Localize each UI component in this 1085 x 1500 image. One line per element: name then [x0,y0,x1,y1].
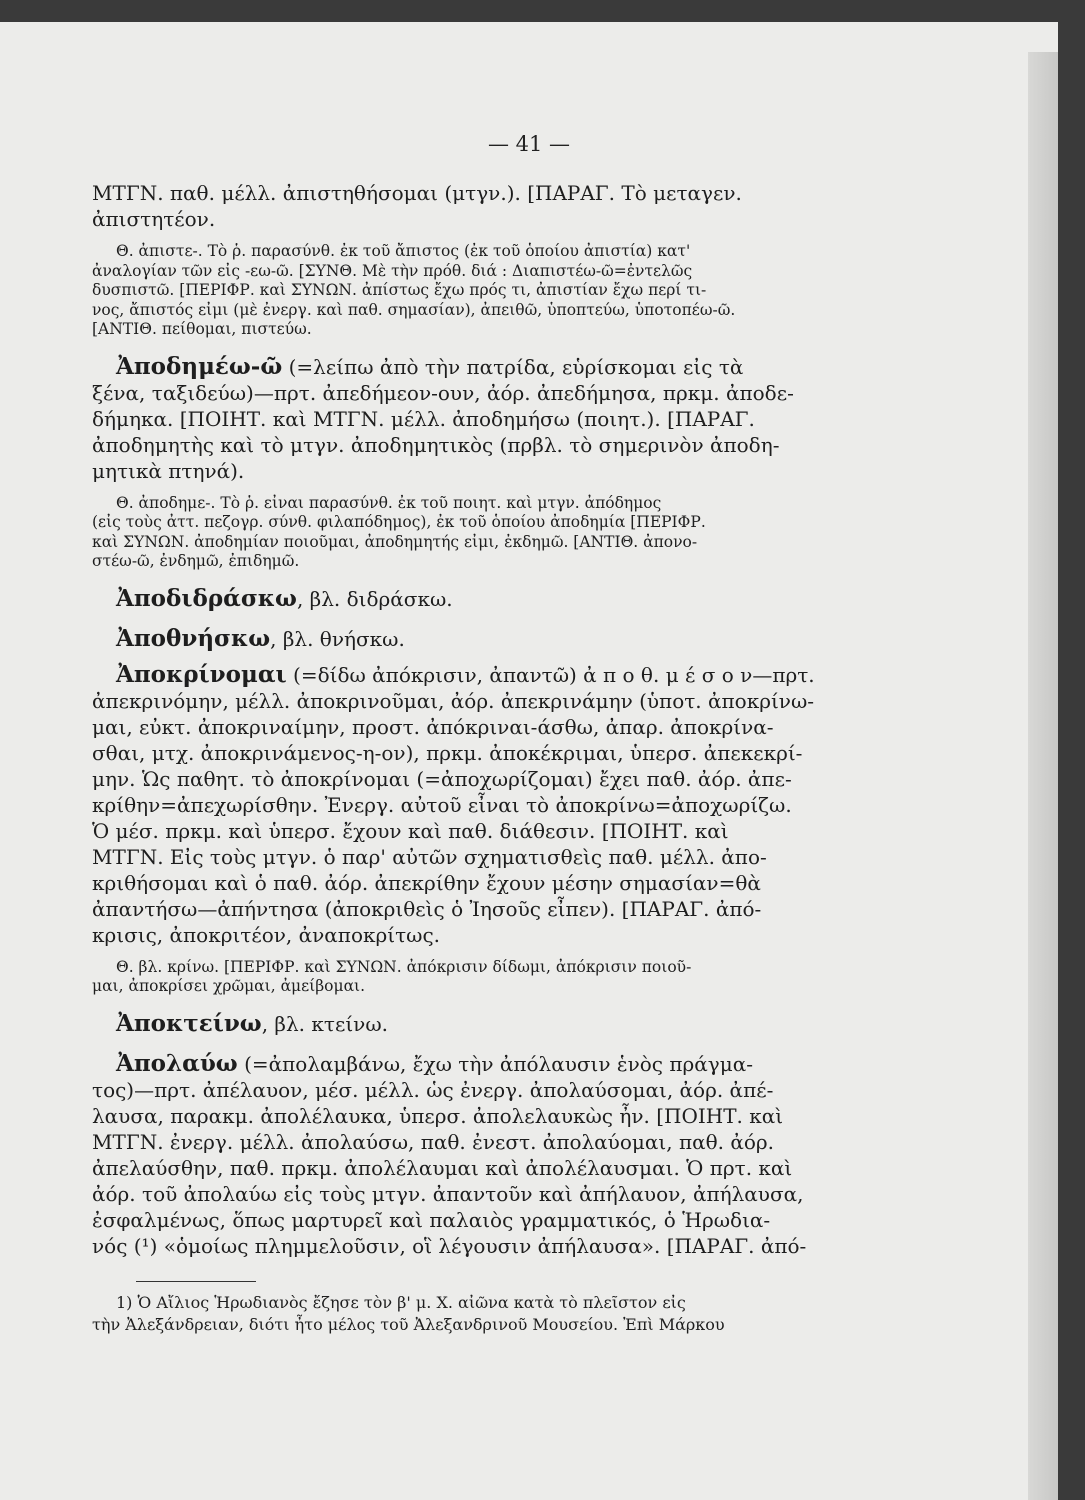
text-line: δήμηκα. [ΠΟΙΗΤ. καὶ ΜΤΓΝ. μέλλ. ἀποδημήσω (ποιητ.). [ΠΑΡΑΓ. [92,406,755,431]
text-line: λαυσα, παρακμ. ἀπολέλαυκα, ὑπερσ. ἀπολελαυκὼς ἦν. [ΠΟΙΗΤ. καὶ [92,1103,784,1128]
text-line: ΜΤΓΝ. παθ. μέλλ. ἀπιστηθήσομαι (μτγν.). [ΠΑΡΑΓ. Τὸ μεταγεν. [92,181,742,205]
entry-apothnisko: Ἀποθνήσκω, βλ. θνήσκω. [116,625,405,652]
text-line: μητικὰ πτηνά). [92,458,245,483]
text-line: ἀόρ. τοῦ ἀπολαύω εἰς τοὺς μτγν. ἀπαντοῦν καὶ ἀπήλαυον, ἀπήλαυσα, [92,1181,804,1206]
note-line: στέω-ῶ, ἐνδημῶ, ἐπιδημῶ. [92,552,300,570]
note-line: (εἰς τοὺς ἀττ. πεζογρ. σύνθ. φιλαπόδημος), ἐκ τοῦ ὁποίου ἀποδημία [ΠΕΡΙΦΡ. [92,513,706,531]
note-line: Θ. βλ. κρίνω. [ΠΕΡΙΦΡ. καὶ ΣΥΝΩΝ. ἀπόκρισιν δίδωμι, ἀπόκρισιν ποιοῦ- [116,957,692,976]
text-line: τος)—πρτ. ἀπέλαυον, μέσ. μέλλ. ὡς ἐνεργ. ἀπολαύσομαι, ἀόρ. ἀπέ- [92,1077,774,1102]
text-line: μαι, εὐκτ. ἀποκριναίμην, προστ. ἀπόκριναι-άσθω, ἀπαρ. ἀποκρίνα- [92,714,774,739]
book-page [0,22,1058,1500]
text-line: κριθήσομαι καὶ ὁ παθ. ἀόρ. ἀπεκρίθην ἔχουν μέσην σημασίαν=θὰ [92,870,761,895]
entry-headword: Ἀποδιδράσκω [116,585,297,612]
footnote-line: τὴν Ἀλεξάνδρειαν, διότι ἦτο μέλος τοῦ Ἀλεξανδρινοῦ Μουσείου. Ἐπὶ Μάρκου [92,1314,725,1334]
text-line: ΜΤΓΝ. ἐνεργ. μέλλ. ἀπολαύσω, παθ. ἐνεστ. ἀπολαύομαι, παθ. ἀόρ. [92,1129,775,1154]
entry-apodidrasko: Ἀποδιδράσκω, βλ. διδράσκω. [116,585,453,612]
note-line: καὶ ΣΥΝΩΝ. ἀποδημίαν ποιοῦμαι, ἀποδημητής εἰμι, ἐκδημῶ. [ΑΝΤΙΘ. ἀπονο- [92,532,698,551]
text-line: νός (¹) «ὁμοίως πλημμελοῦσιν, οἳ λέγουσιν ἀπήλαυσα». [ΠΑΡΑΓ. ἀπό- [92,1233,807,1258]
page-number: — 41 — [487,132,571,156]
page-edge [1028,52,1058,1500]
text-line: Ὁ μέσ. πρκμ. καὶ ὑπερσ. ἔχουν καὶ παθ. διάθεσιν. [ΠΟΙΗΤ. καὶ [92,818,729,843]
entry-apokrinomai: Ἀποκρίνομαι (=δίδω ἀπόκρισιν, ἀπαντῶ) ἀ π ο θ. μ έ σ ο ν—πρτ. [116,661,815,688]
entry-headword: Ἀποκρίνομαι [116,661,287,688]
entry-apolavo: Ἀπολαύω (=ἀπολαμβάνω, ἔχω τὴν ἀπόλαυσιν ἑνὸς πράγμα- [116,1050,753,1077]
entry-headword: Ἀποδημέω-ῶ [116,353,283,380]
entry-apodimeo: Ἀποδημέω-ῶ (=λείπω ἀπὸ τὴν πατρίδα, εὑρίσκομαι εἰς τὰ [116,353,744,380]
note-line: νος, ἄπιστός εἰμι (μὲ ἐνεργ. καὶ παθ. σημασίαν), ἀπειθῶ, ὑποπτεύω, ὑποτοπέω-ῶ. [92,300,736,319]
text-line: ἀπιστητέον. [92,207,216,231]
note-line: ἀναλογίαν τῶν εἰς -εω-ῶ. [ΣΥΝΘ. Μὲ τὴν πρόθ. διά : Διαπιστέω-ῶ=ἐντελῶς [92,261,693,280]
text-line: κρισις, ἀποκριτέον, ἀναποκρίτως. [92,922,441,947]
text-line: ξένα, ταξιδεύω)—πρτ. ἀπεδήμεον-ουν, ἀόρ. ἀπεδήμησα, πρκμ. ἀποδε- [92,380,794,405]
note-line: Θ. ἀποδημε-. Τὸ ῥ. εἶναι παρασύνθ. ἐκ τοῦ ποιητ. καὶ μτγν. ἀπόδημος [116,493,662,512]
text-line: ἀποδημητὴς καὶ τὸ μτγν. ἀποδημητικὸς (πρβλ. τὸ σημερινὸν ἀποδη- [92,432,780,457]
entry-headword: Ἀποκτείνω [116,1010,262,1037]
footnote-line: 1) Ὁ Αἴλιος Ἡρωδιανὸς ἔζησε τὸν β' μ. Χ. αἰῶνα κατὰ τὸ πλεῖστον εἰς [116,1292,686,1312]
entry-headword: Ἀποθνήσκω [116,625,271,652]
note-line: Θ. ἀπιστε-. Τὸ ῥ. παρασύνθ. ἐκ τοῦ ἄπιστος (ἐκ τοῦ ὁποίου ἀπιστία) κατ' [116,242,691,260]
text-line: ἀπελαύσθην, παθ. πρκμ. ἀπολέλαυμαι καὶ ἀπολέλαυσμαι. Ὁ πρτ. καὶ [92,1155,793,1180]
note-line: μαι, ἀποκρίσει χρῶμαι, ἀμείβομαι. [92,977,366,995]
entry-apokteino: Ἀποκτείνω, βλ. κτείνω. [116,1010,388,1037]
dictionary-text [92,180,938,1336]
text-line: ἐσφαλμένως, ὅπως μαρτυρεῖ καὶ παλαιὸς γραμματικός, ὁ Ἡρωδια- [92,1207,771,1232]
note-line: [ΑΝΤΙΘ. πείθομαι, πιστεύω. [92,320,312,338]
text-line: σθαι, μτχ. ἀποκρινάμενος-η-ον), πρκμ. ἀποκέκριμαι, ὑπερσ. ἀπεκεκρί- [92,740,803,765]
footnote-rule [136,1281,256,1282]
text-line: κρίθην=ἀπεχωρίσθην. Ἐνεργ. αὐτοῦ εἶναι τὸ ἀποκρίνω=ἀποχωρίζω. [92,792,792,817]
entry-headword: Ἀπολαύω [116,1050,238,1077]
text-line: ἀπαντήσω—ἀπήντησα (ἀποκριθεὶς ὁ Ἰησοῦς εἶπεν). [ΠΑΡΑΓ. ἀπό- [92,896,762,921]
text-line: ἀπεκρινόμην, μέλλ. ἀποκρινοῦμαι, ἀόρ. ἀπεκρινάμην (ὑποτ. ἀποκρίνω- [92,688,815,713]
text-line: μην. Ὡς παθητ. τὸ ἀποκρίνομαι (=ἀποχωρίζομαι) ἔχει παθ. ἀόρ. ἀπε- [92,766,792,791]
note-line: δυσπιστῶ. [ΠΕΡΙΦΡ. καὶ ΣΥΝΩΝ. ἀπίστως ἔχω πρός τι, ἀπιστίαν ἔχω περί τι- [92,281,707,299]
text-line: ΜΤΓΝ. Εἰς τοὺς μτγν. ὁ παρ' αὐτῶν σχηματισθεὶς παθ. μέλλ. ἀπο- [92,844,767,869]
